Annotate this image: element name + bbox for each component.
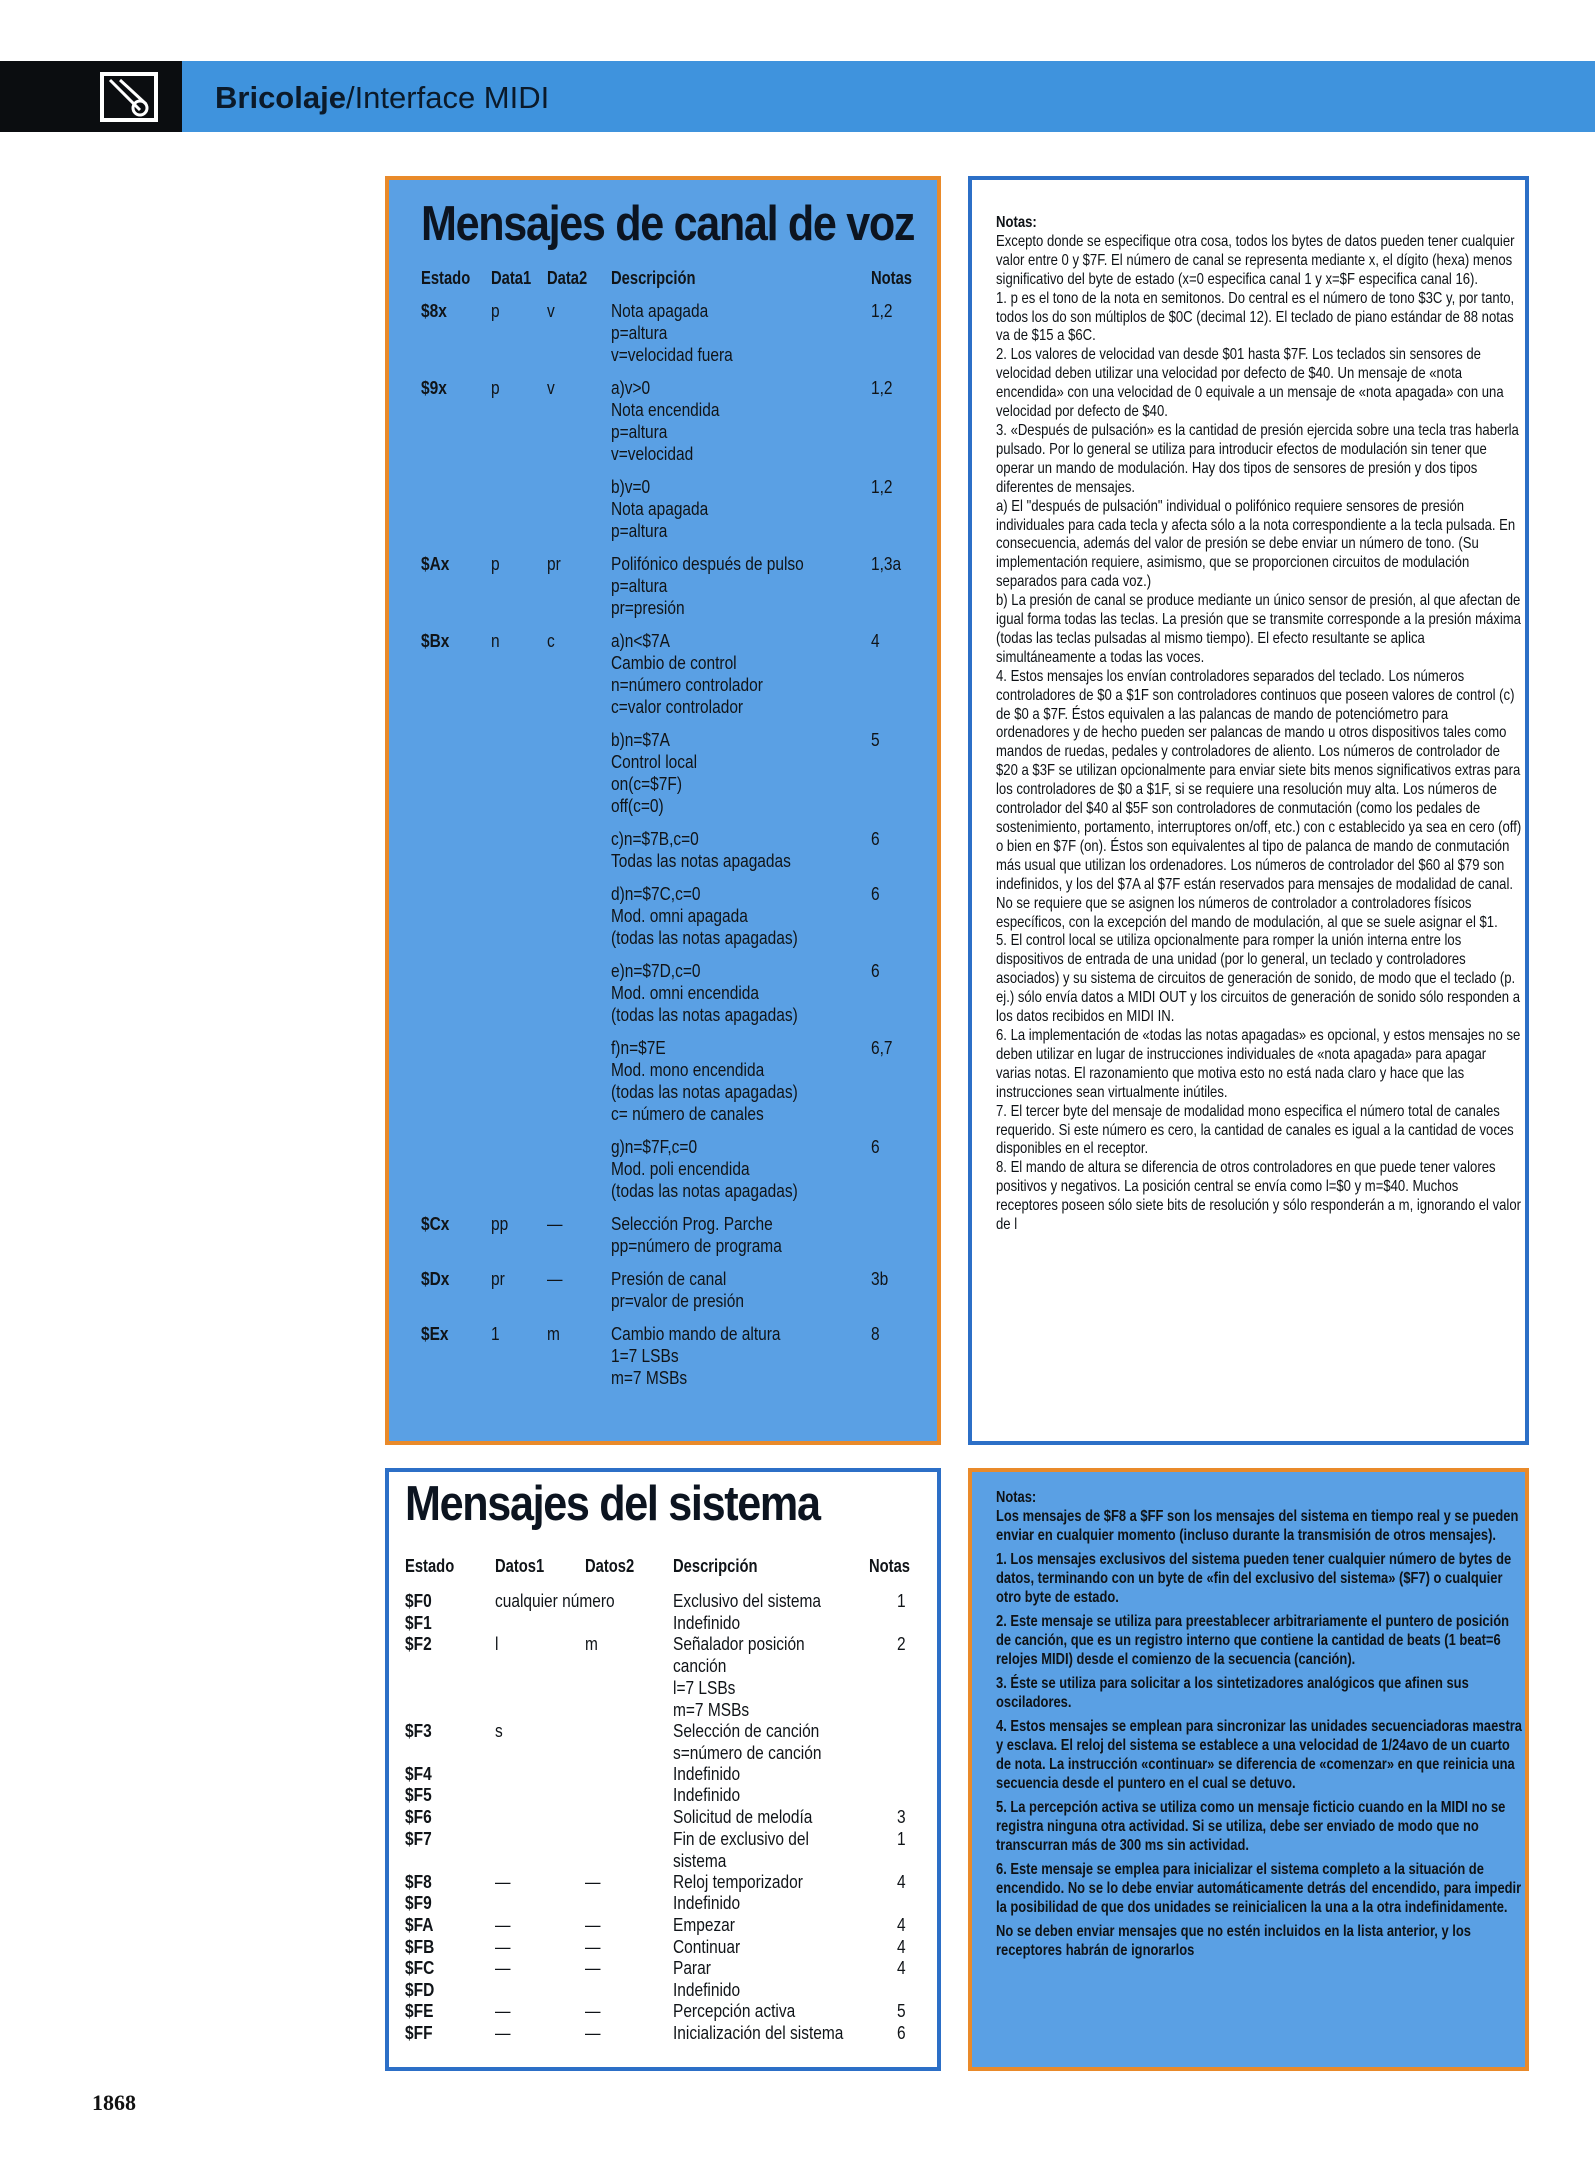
row-data1: 1	[491, 1324, 500, 1344]
description-line: Parar	[673, 1958, 711, 1979]
description-line: Mod. omni apagada	[611, 906, 748, 926]
description-line: b)n=$7A	[611, 730, 670, 750]
midi-tool-icon	[100, 72, 158, 122]
row-description	[673, 1763, 740, 1785]
col-header-data2: Datos2	[585, 1556, 635, 1576]
row-notes: 5	[871, 730, 880, 750]
description-line: p=altura	[611, 422, 668, 442]
row-description	[673, 1633, 805, 1721]
description-line: Indefinido	[673, 1612, 741, 1633]
row-notes: 1	[897, 1828, 906, 1849]
row-description	[611, 300, 733, 366]
system-notes-title: Notas:	[996, 1489, 1037, 1506]
description-line: pr=valor de presión	[611, 1291, 744, 1311]
description-line: Cambio de control	[611, 653, 737, 673]
row-status: $FB	[405, 1936, 435, 1957]
description-line: Señalador posición	[673, 1634, 805, 1655]
row-status: $FA	[405, 1915, 434, 1935]
description-line: d)n=$7C,c=0	[611, 884, 701, 904]
col-header-data1: Data1	[491, 268, 532, 288]
row-status: $Ex	[421, 1324, 449, 1344]
header-title-section: Bricolaje	[215, 80, 346, 115]
row-status: $Cx	[421, 1214, 450, 1234]
description-line: v=velocidad fuera	[611, 345, 733, 365]
row-data1: p	[491, 378, 500, 398]
row-data2: v	[547, 378, 555, 398]
description-line: Percepción activa	[673, 2001, 796, 2022]
row-description	[673, 1784, 740, 1806]
row-status: $Dx	[421, 1269, 450, 1289]
row-data1: —	[495, 2001, 511, 2022]
row-description	[673, 1892, 740, 1914]
description-line: c= número de canales	[611, 1104, 764, 1124]
row-notes: 1,2	[871, 477, 893, 497]
row-description	[611, 1268, 744, 1312]
notes-paragraph: 3. «Después de pulsación» es la cantidad de presión ejercida sobre una tecla tras haberla pulsado. Por lo general se utiliza para introducir efectos de modulación sin tener que operar un mando de modulación. Hay dos tipos de sensores de presión y dos tipos diferentes de mensajes.	[996, 421, 1519, 496]
row-description	[673, 1720, 821, 1764]
col-header-notas: Notas	[869, 1556, 911, 1576]
row-status: $F9	[405, 1893, 432, 1914]
row-notes: 3b	[871, 1269, 889, 1289]
row-data1: p	[491, 301, 500, 321]
row-status: $FC	[405, 1958, 435, 1979]
notes-paragraph: 1. p es el tono de la nota en semitonos. Do central es el número de tono $3C y, por tanto, todos los do son múltiplos de $0C (decimal 12). El teclado de piano estándar de 88 notas va de $15 a $6C.	[996, 289, 1515, 345]
row-description	[673, 1806, 812, 1828]
description-line: m=7 MSBs	[673, 1700, 750, 1721]
row-description	[673, 2000, 795, 2022]
row-description	[673, 1871, 803, 1893]
row-description	[611, 960, 798, 1026]
description-line: p=altura	[611, 521, 668, 541]
description-line: (todas las notas apagadas)	[611, 928, 798, 948]
row-notes: 6	[871, 961, 880, 981]
description-line: Indefinido	[673, 1979, 741, 2000]
row-status: $FE	[405, 2001, 434, 2022]
row-data2: —	[585, 2023, 601, 2043]
description-line: Continuar	[673, 1936, 741, 1957]
row-data1: —	[495, 2023, 511, 2043]
row-notes: 3	[897, 1807, 906, 1827]
notes-paragraph: No se deben enviar mensajes que no estén incluidos en la lista anterior, y los receptores habrán de ignorarlos	[996, 1923, 1471, 1959]
row-data2: —	[585, 1958, 601, 1979]
row-data1: —	[495, 1915, 511, 1935]
description-line: Indefinido	[673, 1893, 741, 1914]
col-header-estado: Estado	[421, 268, 471, 288]
description-line: Nota apagada	[611, 301, 709, 321]
notes-paragraph: 4. Estos mensajes se emplean para sincronizar las unidades secuenciadoras maestra y esclava. El reloj del sistema se establece a una velocidad de 1/24avo de un cuarto de nota. La instrucción «continuar» se diferencia de «comenzar» en que reinicia una secuencia desde el puntero en el cual se detuvo.	[996, 1718, 1522, 1792]
row-description	[611, 1136, 798, 1202]
row-notes: 4	[897, 1958, 906, 1979]
voice-notes-text	[996, 214, 1523, 1235]
description-line: Control local	[611, 752, 698, 772]
description-line: Mod. mono encendida	[611, 1060, 765, 1080]
row-status: $FF	[405, 2023, 433, 2043]
row-description	[673, 1957, 711, 1979]
row-data2: v	[547, 301, 555, 321]
row-status: $Ax	[421, 554, 450, 574]
notes-paragraph: 7. El tercer byte del mensaje de modalidad mono especifica el número total de canales requerido. Si este número es cero, la cantidad de canales es igual a la cantidad de voces disponibles en el receptor.	[996, 1102, 1514, 1158]
description-line: n=número controlador	[611, 675, 763, 695]
description-line: s=número de canción	[673, 1742, 822, 1763]
row-notes: 8	[871, 1324, 880, 1344]
row-notes: 6,7	[871, 1038, 893, 1058]
notes-paragraph: 3. Éste se utiliza para solicitar a los sintetizadores analógicos que afinen sus osciladores.	[996, 1675, 1469, 1711]
notes-paragraph: Los mensajes de $F8 a $FF son los mensajes del sistema en tiempo real y se pueden enviar en cualquier momento (incluso durante la transmisión de otros mensajes).	[996, 1508, 1519, 1544]
row-data2: c	[547, 631, 555, 651]
description-line: Fin de exclusivo del	[673, 1828, 809, 1849]
notes-paragraph: 6. Este mensaje se emplea para inicializar el sistema completo a la situación de encendido. No se lo debe enviar automáticamente detrás del encendido, para impedir la posibilidad de que dos unidades se reinicialicen la una a la otra indefinidamente.	[996, 1861, 1522, 1916]
row-notes: 6	[897, 2023, 906, 2043]
row-status: $F1	[405, 1612, 432, 1633]
row-notes: 4	[897, 1915, 906, 1935]
description-line: m=7 MSBs	[611, 1368, 688, 1388]
row-status: $F6	[405, 1807, 432, 1827]
voice-notes-panel	[968, 176, 1529, 1445]
row-data2: —	[585, 2001, 601, 2022]
row-status: $F7	[405, 1828, 432, 1849]
description-line: b)v=0	[611, 477, 651, 497]
description-line: a)n<$7A	[611, 631, 670, 651]
row-status: $F8	[405, 1871, 432, 1892]
row-description	[611, 883, 798, 949]
description-line: Exclusivo del sistema	[673, 1591, 821, 1611]
row-notes: 6	[871, 1137, 880, 1157]
description-line: Polifónico después de pulso	[611, 554, 804, 574]
col-header-estado: Estado	[405, 1556, 455, 1576]
row-status: $F0	[405, 1591, 432, 1611]
row-data2: m	[547, 1324, 560, 1344]
row-status: $Bx	[421, 631, 450, 651]
header-title	[215, 80, 549, 116]
row-description	[673, 1612, 740, 1634]
row-data1: p	[491, 554, 500, 574]
row-data1: —	[495, 1936, 511, 1957]
description-line: (todas las notas apagadas)	[611, 1005, 798, 1025]
description-line: Cambio mando de altura	[611, 1324, 781, 1344]
col-header-data2: Data2	[547, 268, 588, 288]
description-line: off(c=0)	[611, 796, 664, 816]
description-line: Selección de canción	[673, 1720, 820, 1741]
voice-panel-title: Mensajes de canal de voz	[421, 197, 915, 251]
row-description	[611, 1213, 782, 1257]
system-panel-title: Mensajes del sistema	[405, 1477, 820, 1531]
description-line: e)n=$7D,c=0	[611, 961, 701, 981]
row-status: $F4	[405, 1763, 432, 1784]
row-description	[611, 553, 804, 619]
description-line: on(c=$7F)	[611, 774, 682, 794]
notes-paragraph: a) El "después de pulsación" individual o polifónico requiere sensores de presión individuales para cada tecla y afecta sólo a la nota correspondiente a la tecla pulsada. En consecuencia, además del valor de presión se debe enviar un número de tono. (Su implementación requiere, asimismo, que se proporcionen circuitos de modulación separados para cada voz.)	[996, 497, 1516, 591]
row-description	[611, 729, 697, 817]
row-description	[611, 1037, 798, 1125]
description-line: Presión de canal	[611, 1269, 727, 1289]
row-notes: 2	[897, 1634, 906, 1655]
notes-paragraph: 2. Los valores de velocidad van desde $01 hasta $7F. Los teclados sin sensores de velocidad deben utilizar una velocidad por defecto de $40. Un mensaje de «nota encendida» con una velocidad de 0 equivale a un mensaje de «nota apagada» con una velocidad por defecto de $40.	[996, 346, 1504, 421]
description-line: p=altura	[611, 323, 668, 343]
row-description	[611, 377, 719, 465]
row-description	[611, 476, 708, 542]
row-notes: 4	[897, 1936, 906, 1957]
description-line: sistema	[673, 1850, 727, 1871]
notes-paragraph: 5. El control local se utiliza opcionalmente para romper la unión interna entre los dispositivos de entrada de una unidad (por lo general, un teclado y controladores asociados) y su sistema de circuitos de generación de sonido, de modo que el teclado (p. ej.) sólo envía datos a MIDI OUT y los circuitos de generación de sonido sólo responden a los datos recibidos en MIDI IN.	[996, 932, 1521, 1026]
row-status: $8x	[421, 301, 447, 321]
notes-paragraph: 6. La implementación de «todas las notas apagadas» es opcional, y estos mensajes no se deben utilizar en lugar de instrucciones individuales de «nota apagada» para apagar varias notas. El razonamiento que motiva esto no está nada claro y hace que las instrucciones sean virtualmente inútiles.	[996, 1026, 1521, 1101]
system-notes-text	[996, 1488, 1523, 1965]
col-header-desc: Descripción	[673, 1556, 758, 1576]
description-line: p=altura	[611, 576, 668, 596]
description-line: (todas las notas apagadas)	[611, 1181, 798, 1201]
header-title-topic: /Interface MIDI	[345, 80, 550, 115]
description-line: Indefinido	[673, 1763, 741, 1784]
notes-paragraph: 8. El mando de altura se diferencia de otros controladores en que puede tener valores positivos y negativos. La posición central se envía como l=$0 y m=$40. Muchos receptores poseen sólo siete bits de resolución y sólo responderán a m, ignorando el valor de l	[996, 1159, 1521, 1234]
row-data1: pr	[491, 1269, 505, 1289]
row-data2: m	[585, 1634, 598, 1655]
row-status: $F3	[405, 1720, 432, 1741]
row-description	[673, 1914, 735, 1936]
description-line: Nota encendida	[611, 400, 720, 420]
row-notes: 6	[871, 884, 880, 904]
description-line: Nota apagada	[611, 499, 709, 519]
row-notes: 4	[897, 1871, 906, 1892]
row-description	[673, 2022, 843, 2044]
row-notes: 4	[871, 631, 880, 651]
description-line: (todas las notas apagadas)	[611, 1082, 798, 1102]
system-notes-panel	[968, 1468, 1529, 2071]
row-description	[673, 1590, 821, 1612]
row-description	[611, 828, 791, 872]
row-status: $9x	[421, 378, 447, 398]
notes-paragraph: 1. Los mensajes exclusivos del sistema pueden tener cualquier número de bytes de datos, terminando con un byte de «fin del exclusivo del sistema» ($F7) o cualquier otro byte de estado.	[996, 1551, 1512, 1606]
row-data1: —	[495, 1958, 511, 1979]
description-line: canción	[673, 1656, 727, 1677]
description-line: Reloj temporizador	[673, 1871, 803, 1892]
col-header-desc: Descripción	[611, 268, 696, 288]
voice-notes-title: Notas:	[996, 214, 1037, 231]
row-data1: n	[491, 631, 500, 651]
row-notes: 1,2	[871, 301, 893, 321]
notes-paragraph: b) La presión de canal se produce mediante un único sensor de presión, al que afectan de igual forma todas las teclas. La presión que se transmite corresponde a la presión máxima (todas las teclas pulsadas al mismo tiempo). El efecto resultante se aplica simultáneamente a todas las voces.	[996, 592, 1521, 666]
row-data2: —	[547, 1214, 563, 1234]
row-data1: cualquier número	[495, 1591, 615, 1611]
description-line: 1=7 LSBs	[611, 1346, 679, 1366]
notes-paragraph: Excepto donde se especifique otra cosa, todos los bytes de datos pueden tener cualquier valor entre 0 y $7F. El número de canal se representa mediante x, el dígito (hexa) menos significativo del byte de estado (x=0 especifica canal 1 y x=$F especifica canal 16).	[996, 232, 1515, 288]
row-description	[673, 1828, 809, 1872]
row-data1: l	[495, 1634, 499, 1655]
description-line: Empezar	[673, 1915, 735, 1935]
description-line: Solicitud de melodía	[673, 1807, 813, 1827]
row-notes: 6	[871, 829, 880, 849]
row-data2: —	[547, 1269, 563, 1289]
row-status: $F2	[405, 1634, 432, 1655]
description-line: Inicialización del sistema	[673, 2023, 844, 2043]
row-notes: 1,3a	[871, 554, 902, 574]
row-data2: —	[585, 1936, 601, 1957]
row-data1: s	[495, 1720, 503, 1741]
description-line: l=7 LSBs	[673, 1678, 736, 1699]
row-status: $F5	[405, 1785, 432, 1806]
description-line: a)v>0	[611, 378, 651, 398]
description-line: Mod. poli encendida	[611, 1159, 750, 1179]
row-data2: pr	[547, 554, 561, 574]
row-data2: —	[585, 1915, 601, 1935]
voice-messages-panel	[385, 176, 941, 1445]
notes-paragraph: 5. La percepción activa se utiliza como un mensaje ficticio cuando en la MIDI no se registra ninguna otra actividad. Si se utiliza, debe ser enviado de modo que no transcurran más de 300 ms sin actividad.	[996, 1799, 1506, 1854]
row-notes: 1,2	[871, 378, 893, 398]
description-line: Selección Prog. Parche	[611, 1214, 773, 1234]
description-line: f)n=$7E	[611, 1038, 666, 1058]
description-line: pr=presión	[611, 598, 685, 618]
description-line: g)n=$7F,c=0	[611, 1137, 698, 1157]
row-notes: 5	[897, 2001, 906, 2022]
row-description	[611, 630, 763, 718]
description-line: v=velocidad	[611, 444, 694, 464]
system-messages-panel	[385, 1468, 941, 2071]
notes-paragraph: 4. Estos mensajes los envían controladores separados del teclado. Los números controladores de $0 a $1F son controladores continuos que poseen valores de control (c) de $0 a $7F. Éstos equivalen a las palancas de mando de potenciómetro para ordenadores y de hecho pueden ser palancas de mando u otros dispositivos tales como mandos de ruedas, pedales y controladores de aliento. Los números de controlador de $20 a $3F se utilizan opcionalmente para enviar siete bits menos significativos extras para los controladores de $0 a $1F, si se requiere una resolución muy alta. Los números de controlador del $40 al $5F son controladores de conmutación (como los pedales de sostenimiento, portamento, interruptores on/off, etc.) con c establecido ya sea en cero (off) o bien en $7F (on). Éstos son equivalentes al tipo de palanca de mando de conmutación más usual que utilizan los ordenadores. Los números de controlador del $60 al $79 son indefinidos, y los del $7A al $7F están reservados para mensajes de modalidad de canal. No se requiere que se asignen los números de controlador a controladores físicos específicos, con la excepción del mando de modulación, al que se suele asignar el $1.	[996, 667, 1522, 931]
row-data1: —	[495, 1871, 511, 1892]
row-description	[673, 1979, 740, 2001]
description-line: Todas las notas apagadas	[611, 851, 791, 871]
notes-paragraph: 2. Este mensaje se utiliza para preestablecer arbitrariamente el puntero de posición de canción, que es un registro interno que contiene la cantidad de beats (1 beat=6 relojes MIDI) desde el comienzo de la secuencia (canción).	[996, 1613, 1510, 1668]
description-line: pp=número de programa	[611, 1236, 782, 1256]
col-header-notas: Notas	[871, 268, 913, 288]
row-status: $FD	[405, 1979, 435, 2000]
page-number: 1868	[92, 2090, 136, 2115]
col-header-data1: Datos1	[495, 1556, 545, 1576]
row-description	[611, 1323, 781, 1389]
row-data2: —	[585, 1871, 601, 1892]
description-line: c=valor controlador	[611, 697, 744, 717]
row-description	[673, 1936, 740, 1958]
description-line: Indefinido	[673, 1785, 741, 1806]
row-notes: 1	[897, 1591, 906, 1611]
description-line: c)n=$7B,c=0	[611, 829, 699, 849]
description-line: Mod. omni encendida	[611, 983, 760, 1003]
row-data1: pp	[491, 1214, 509, 1234]
